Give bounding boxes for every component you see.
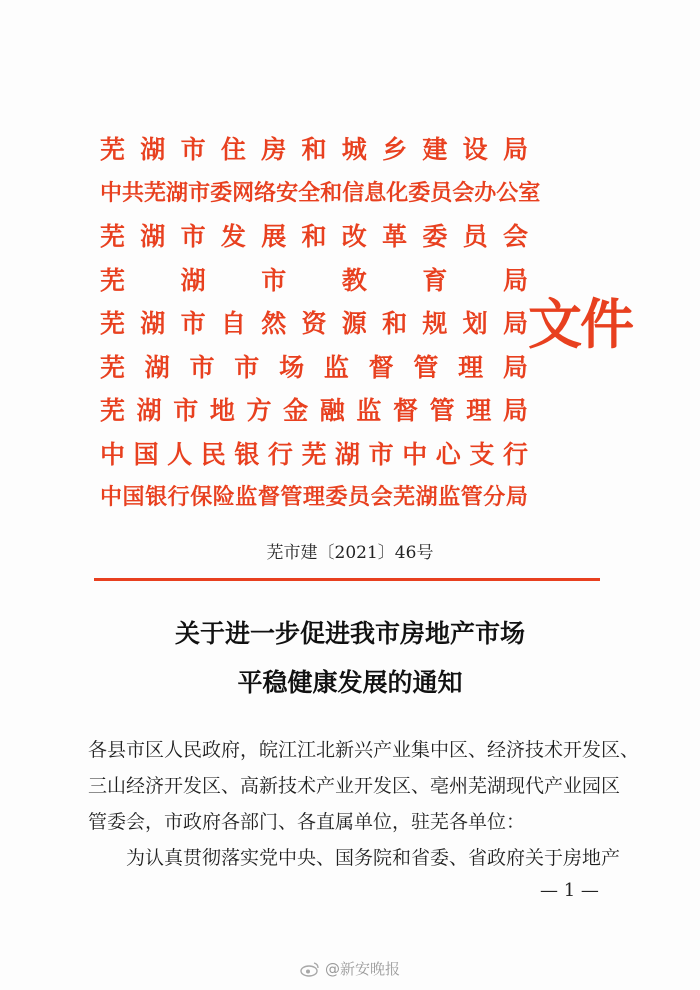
issuer-8: 中 国 银 行 保 险 监 督 管 理 委 员 会 芜 湖 监 管 分 局 — [100, 484, 528, 510]
issuer-1: 中 共 芜 湖 市 委 网 络 安 全 和 信 息 化 委 员 会 办 公 室 — [100, 179, 541, 206]
document-title-line-1: 关于进一步促进我市房地产市场 — [174, 619, 525, 648]
issuer-7: 中 国 人 民 银 行 芜 湖 市 中 心 支 行 — [100, 439, 528, 469]
body-line: 各县市区人民政府，皖江江北新兴产业集中区、经济技术开发区、 — [88, 739, 640, 761]
weibo-icon — [300, 961, 320, 977]
document-number: 芜市建〔2021〕46号 — [266, 543, 434, 563]
document-type-label: 文件 — [528, 292, 632, 356]
issuer-5: 芜 湖 市 市 场 监 督 管 理 局 — [100, 352, 528, 382]
watermark-text: @新安晚报 — [325, 960, 401, 978]
body-line: 为认真贯彻落实党中央、国务院和省委、省政府关于房地产 — [88, 847, 621, 869]
red-divider-line — [94, 578, 600, 581]
issuer-6: 芜 湖 市 地 方 金 融 监 督 管 理 局 — [100, 396, 528, 425]
issuing-authorities — [100, 128, 541, 520]
document-title-line-2: 平稳健康发展的通知 — [237, 668, 463, 697]
document-body — [88, 732, 640, 876]
issuer-0: 芜 湖 市 住 房 和 城 乡 建 设 局 — [100, 135, 528, 164]
issuer-3: 芜 湖 市 教 育 局 — [100, 265, 528, 295]
page-number: — 1 — — [540, 880, 599, 901]
watermark — [300, 958, 400, 979]
issuer-2: 芜 湖 市 发 展 和 改 革 委 员 会 — [100, 222, 528, 251]
body-line: 管委会，市政府各部门、各直属单位，驻芜各单位： — [88, 811, 526, 833]
issuer-4: 芜 湖 市 自 然 资 源 和 规 划 局 — [100, 309, 528, 338]
body-line: 三山经济开发区、高新技术产业开发区、亳州芜湖现代产业园区 — [88, 775, 621, 797]
